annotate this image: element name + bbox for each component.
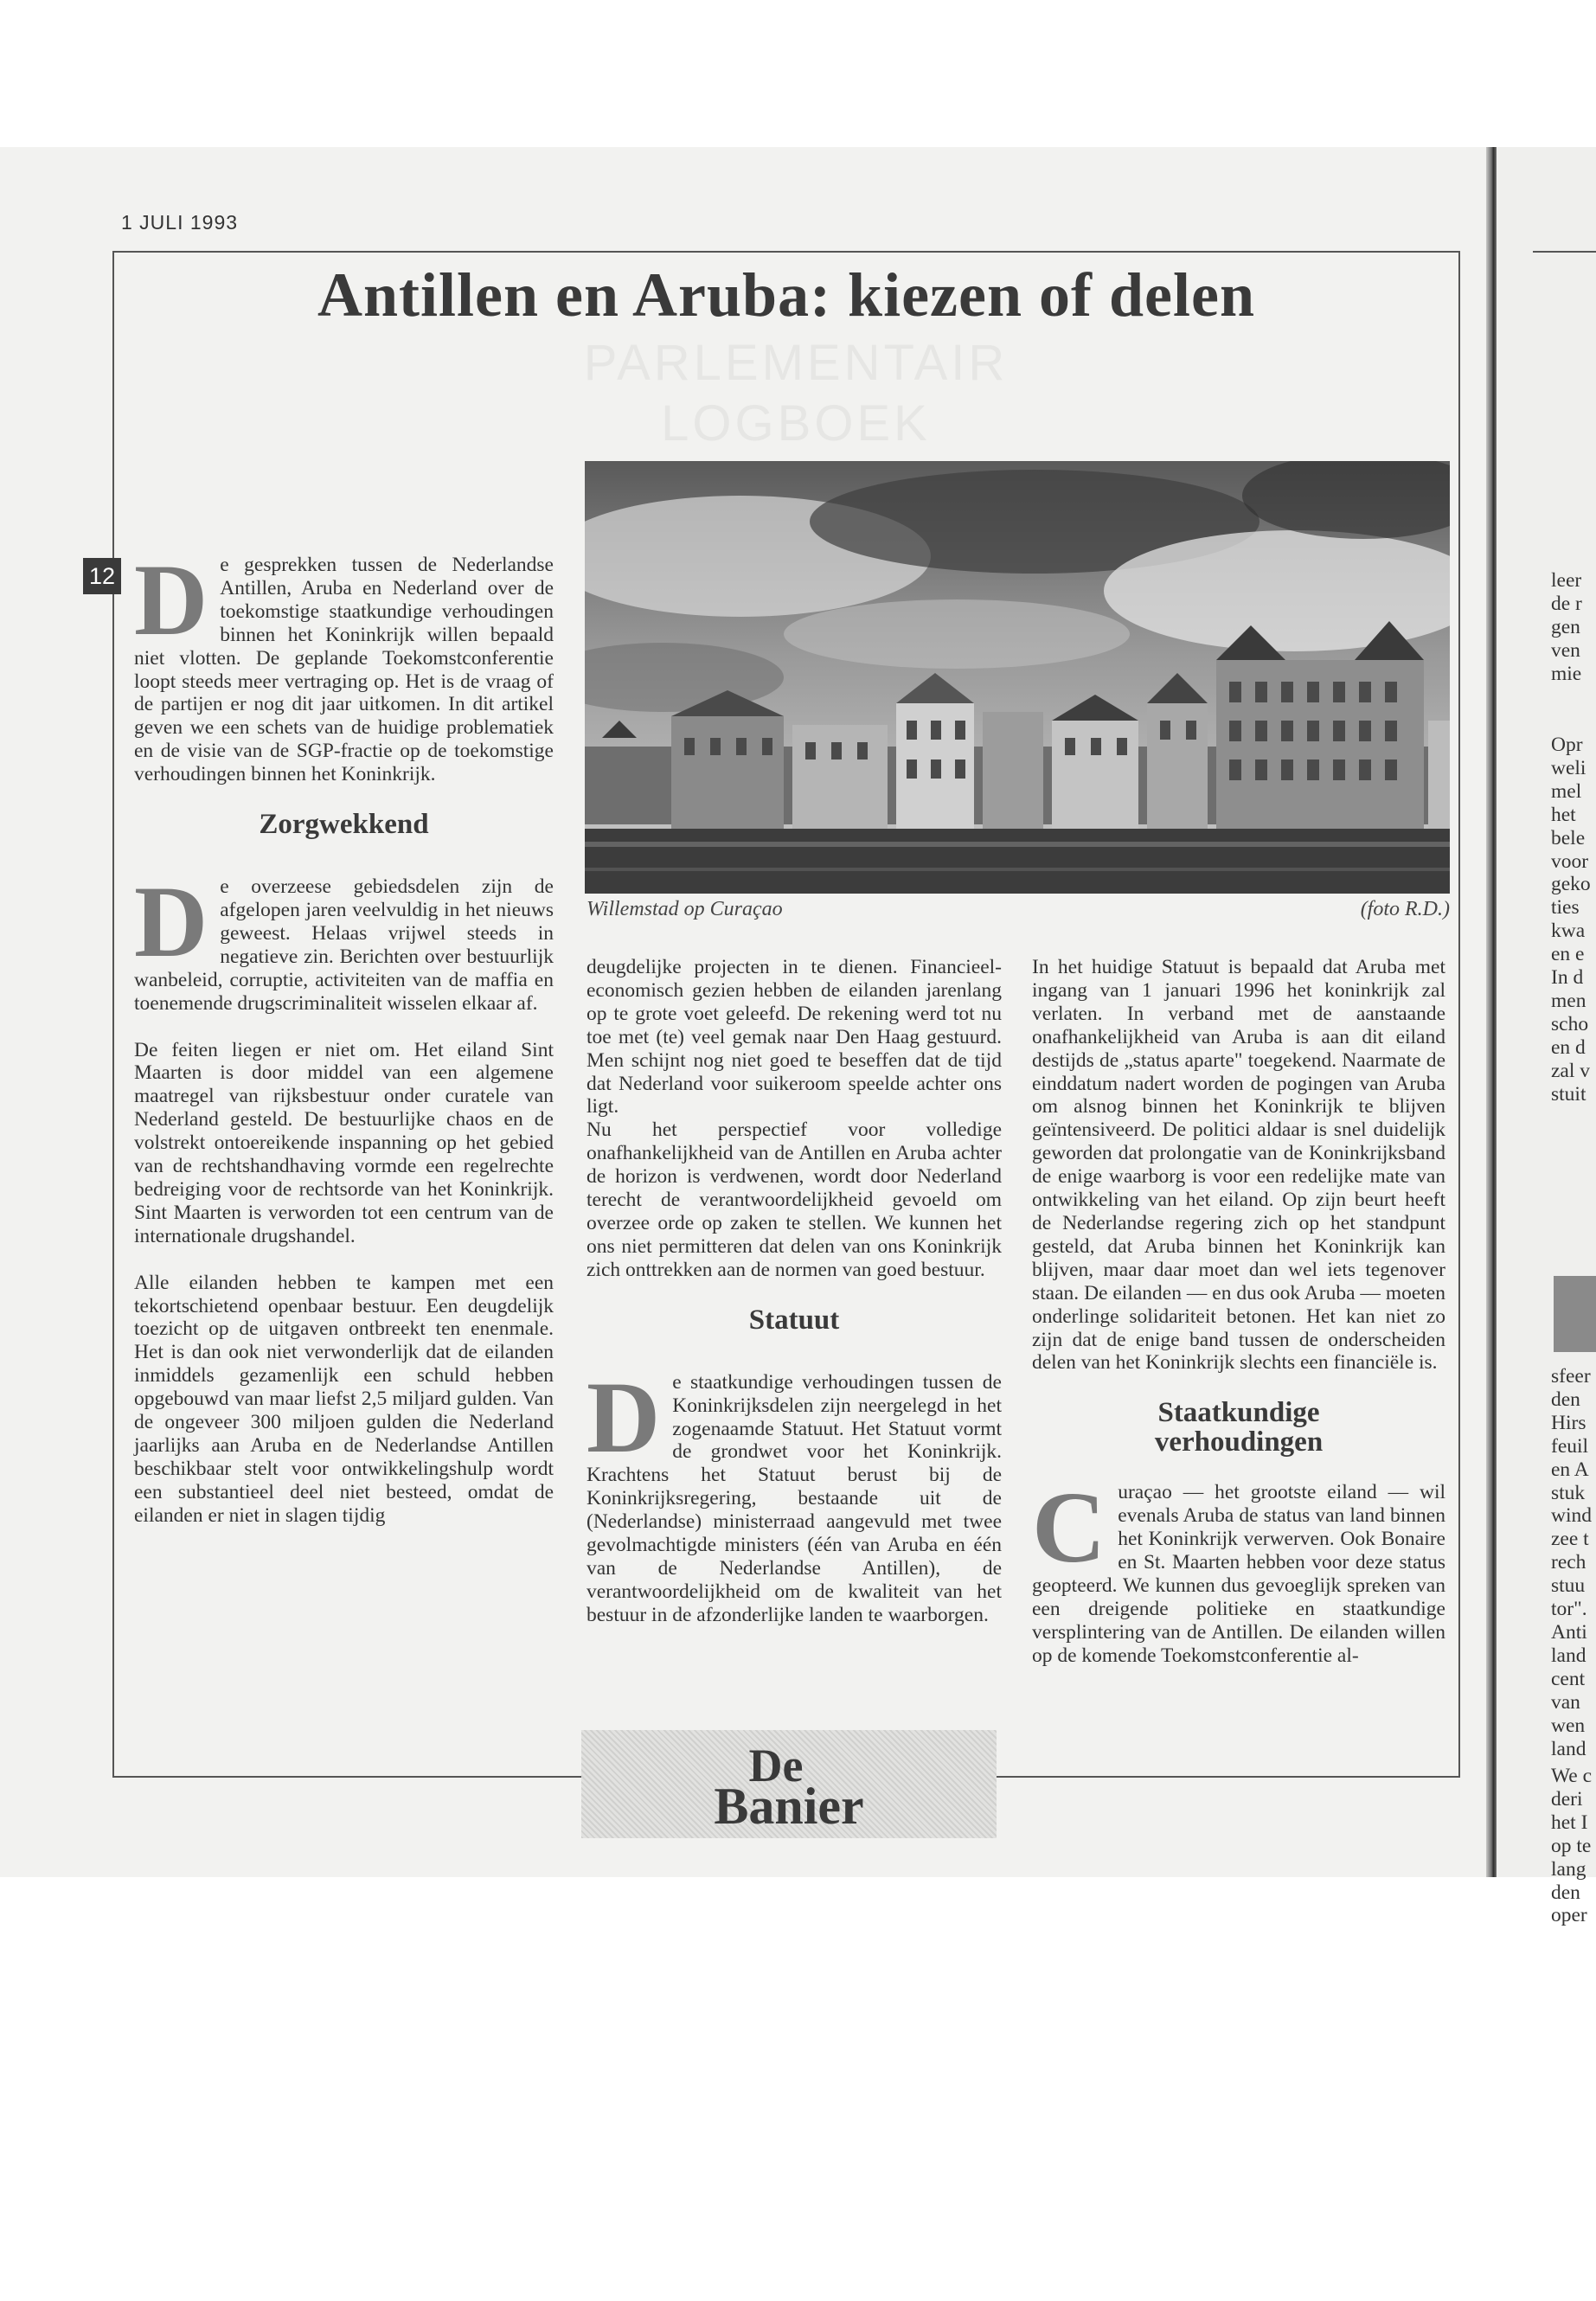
facing-page-line: en A (1551, 1458, 1589, 1481)
facing-page-line: sfeer (1551, 1365, 1591, 1388)
facing-page-dropcap (1554, 1276, 1596, 1352)
facing-page-line: den (1551, 1881, 1580, 1904)
logo-line-2: Banier (714, 1778, 864, 1835)
facing-page-line: mel (1551, 779, 1582, 803)
facing-page-line: stuit (1551, 1082, 1586, 1106)
facing-page-fragment-4 (1551, 1765, 1596, 1927)
facing-page-line: lang (1551, 1857, 1586, 1881)
facing-page-line: deri (1551, 1787, 1583, 1811)
facing-page-line: wen (1551, 1714, 1586, 1737)
facing-page-line: en d (1551, 1035, 1586, 1059)
photo-caption (586, 898, 1450, 921)
photo-illustration (585, 461, 1450, 894)
facing-page-line: We c (1551, 1765, 1593, 1787)
facing-page-line: voor (1551, 849, 1589, 873)
paragraph-zorgwekkend-3: Alle eilanden hebben te kampen met een tekortschietend openbaar bestuur. Een deugdelijk toezicht op de uitgaven ontbreekt ten enenmale. Het is dan ook niet verwonderlijk dat de eilanden inmiddels gezamenlijk een schuld hebben opgebouwd van maar liefst 2,5 miljard gulden. Van de ongeveer 300 miljoen gulden die Nederland jaarlijks aan Aruba en de Nederlandse Antillen beschikbaar stelt voor ontwikkelingshulp wordt een substantieel deel niet besteed, omdat de eilanden er niet in slagen tijdig (134, 1271, 554, 1527)
facing-page-line: tor". (1551, 1598, 1587, 1621)
facing-page-line: en e (1551, 943, 1585, 966)
ghost-line-2: LOGBOEK (661, 395, 931, 452)
facing-page-line: op te (1551, 1834, 1592, 1857)
facing-page-line: kwa (1551, 920, 1586, 943)
facing-page-line: feuil (1551, 1434, 1589, 1458)
facing-page-line: oper (1551, 1904, 1587, 1927)
scan-margin-top (0, 0, 1596, 147)
paragraph-col2-1: deugdelijke projecten in te dienen. Financieel-economisch gezien hebben de eilanden jarenlang op te grote voet geleefd. De rekening werd tot nu toe met (te) veel gemak naar Den Haag gestuurd. Men schijnt nog niet goed te beseffen dat de tijd dat Nederland voor suikeroom speelde achter ons ligt. (586, 956, 1002, 1118)
subhead-statuut: Statuut (748, 1304, 840, 1336)
subhead-zorgwekkend: Zorgwekkend (259, 809, 429, 841)
scan-margin-bottom (0, 1877, 1596, 2301)
paragraph-zorgwekkend-1: e overzeese gebiedsdelen zijn de afgelopen jaren veelvuldig in het nieuws geweest. Helaas vrijwel steeds in negatieve zin. Berichten over bestuurlijk wanbeleid, corruptie, activiteiten van de maffia en toenemende drugscriminaliteit wisselen elkaar af. (134, 875, 554, 1015)
facing-page-line: bele (1551, 826, 1586, 849)
dropcap-zorgwekkend: D (134, 865, 208, 979)
caption-text: Willemstad op Curaçao (586, 898, 783, 920)
facing-page-line: ties (1551, 896, 1580, 920)
ghost-background-text (571, 333, 1021, 454)
ghost-line-1: PARLEMENTAIR (583, 335, 1009, 391)
facing-page-line: wind (1551, 1504, 1592, 1528)
logo-line-1: De (748, 1740, 804, 1791)
subhead-staatkundige-verhoudingen: Staatkundige verhoudingen (1154, 1397, 1324, 1458)
dropcap-intro: D (134, 543, 208, 657)
de-banier-logo (581, 1730, 997, 1838)
facing-page-line: men (1551, 989, 1586, 1012)
facing-page-line: scho (1551, 1012, 1589, 1035)
photo-credit: (foto R.D.) (1360, 898, 1450, 920)
column-1 (134, 543, 554, 1528)
facing-page-line: mie (1551, 662, 1582, 685)
dropcap-staatkundige: C (1032, 1471, 1106, 1585)
facing-page-fragment-1 (1551, 569, 1596, 686)
column-2 (586, 956, 1002, 1650)
paragraph-col3-1: In het huidige Statuut is bepaald dat Aruba met ingang van 1 januari 1996 het koninkrijk zal verlaten. In verband met de aanstaande onafhankelijkheid van Aruba is aan dit eiland destijds de „status aparte" toegekend. Naarmate de einddatum nadert worden de pogingen van Aruba om alsnog binnen het Koninkrijk te blijven geïntensiveerd. De politici aldaar is snel duidelijk geworden dat prolongatie van de Koninkrijksband de enige waarborg is voor een redelijke mate van ontwikkeling van het eiland. Op zijn beurt heeft de Nederlandse regering zich op het standpunt gesteld, dat Aruba binnen het Koninkrijk kan blijven, maar daar moet dan wel iets tegenover staan. De eilanden — en dus ook Aruba — moeten onderlinge solidariteit betonen. Het kan niet zo zijn dat de enige band tussen de onderscheiden delen van het Koninkrijk slechts een financiële is. (1032, 956, 1445, 1375)
facing-page-fragment-3 (1551, 1365, 1596, 1760)
paragraph-zorgwekkend-2: De feiten liegen er niet om. Het eiland Sint Maarten is door middel van een algemene maatregel van rijksbestuur onder curatele van Nederland gesteld. De bestuurlijke chaos en de volstrekt ontoereikende inspanning op het gebied van de rechtshandhaving vormde een regelrechte bedreiging voor de rechtsorde van het Koninkrijk. Sint Maarten is verworden tot een centrum van de internationale drugshandel. (134, 1038, 554, 1247)
facing-page-line: rech (1551, 1551, 1586, 1574)
facing-page-line: Anti (1551, 1620, 1587, 1644)
facing-page-fragment-2 (1551, 734, 1596, 1106)
facing-page-line: gen (1551, 615, 1580, 638)
column-3 (1032, 956, 1445, 1668)
facing-page-line: den (1551, 1388, 1580, 1411)
facing-page-line: Opr (1551, 734, 1583, 756)
paragraph-statuut: e staatkundige verhoudingen tussen de Koninkrijksdelen zijn neergelegd in het zogenaamde Statuut. Het Statuut vormt de grondwet voor het Koninkrijk. Krachtens het Statuut berust bij de Koninkrijksregering, bestaande uit de (Nederlandse) ministerraad aangevuld met twee gevolmachtigde ministers (één van Aruba en één van de Nederlandse Antillen), de verantwoordelijkheid om de kwaliteit van het bestuur in de afzonderlijke landen te waarborgen. (586, 1370, 1002, 1626)
facing-page-line: zal v (1551, 1059, 1591, 1082)
dropcap-statuut: D (586, 1360, 661, 1474)
facing-page-line: de r (1551, 592, 1582, 615)
facing-page-line: zee t (1551, 1528, 1589, 1551)
paragraph-staatkundige: uraçao — het grootste eiland — wil evenals Aruba de status van land binnen het Koninkrijk verwerven. Ook Bonaire en St. Maarten hebben voor deze status geopteerd. We kunnen dus gevoeglijk spreken van een dreigende politieke en staatkundige versplintering van de Antillen. De eilanden willen op de komende Toekomstconferentie al- (1032, 1481, 1445, 1667)
facing-page-line: In d (1551, 966, 1584, 990)
facing-page-line: land (1551, 1644, 1586, 1667)
facing-page-line: geko (1551, 873, 1591, 896)
intro-paragraph: e gesprekken tussen de Nederlandse Antillen, Aruba en Nederland over de toekomstige staatkundige verhoudingen binnen het Koninkrijk willen bepaald niet vlotten. De geplande Toekomstconferentie loopt steeds meer vertraging op. Het is de vraag of de partijen er nog dit jaar uitkomen. In dit artikel geven we een schets van de huidige problematiek en de visie van de SGP-fractie op de toekomstige verhoudingen binnen het Koninkrijk. (134, 554, 554, 786)
facing-page-line: ven (1551, 638, 1580, 662)
paragraph-col2-2: Nu het perspectief voor volledige onafhankelijkheid van de Antillen en Aruba achter de horizon is verdwenen, wordt door Nederland terecht de verantwoordelijkheid gevoeld om overzee orde op zaken te stellen. We kunnen het ons niet permitteren dat delen van ons Koninkrijk zich onttrekken aan de normen van goed bestuur. (586, 1118, 1002, 1281)
facing-page-line: van (1551, 1690, 1580, 1714)
facing-page-line: land (1551, 1737, 1586, 1760)
issue-date: 1 JULI 1993 (121, 211, 239, 234)
facing-page-line: leer (1551, 569, 1582, 592)
facing-page-line: weli (1551, 756, 1586, 779)
article-title: Antillen en Aruba: kiezen of delen (317, 260, 1255, 330)
facing-page-line: Hirs (1551, 1411, 1586, 1434)
facing-page-frame-edge (1533, 251, 1596, 253)
page-number: 12 (83, 558, 121, 594)
photo-willemstad (585, 461, 1450, 894)
facing-page-line: het (1551, 803, 1576, 826)
facing-page-line: cent (1551, 1667, 1586, 1690)
facing-page-line: stuu (1551, 1574, 1586, 1598)
facing-page-line: het I (1551, 1811, 1588, 1834)
facing-page-line: stuk (1551, 1481, 1586, 1504)
